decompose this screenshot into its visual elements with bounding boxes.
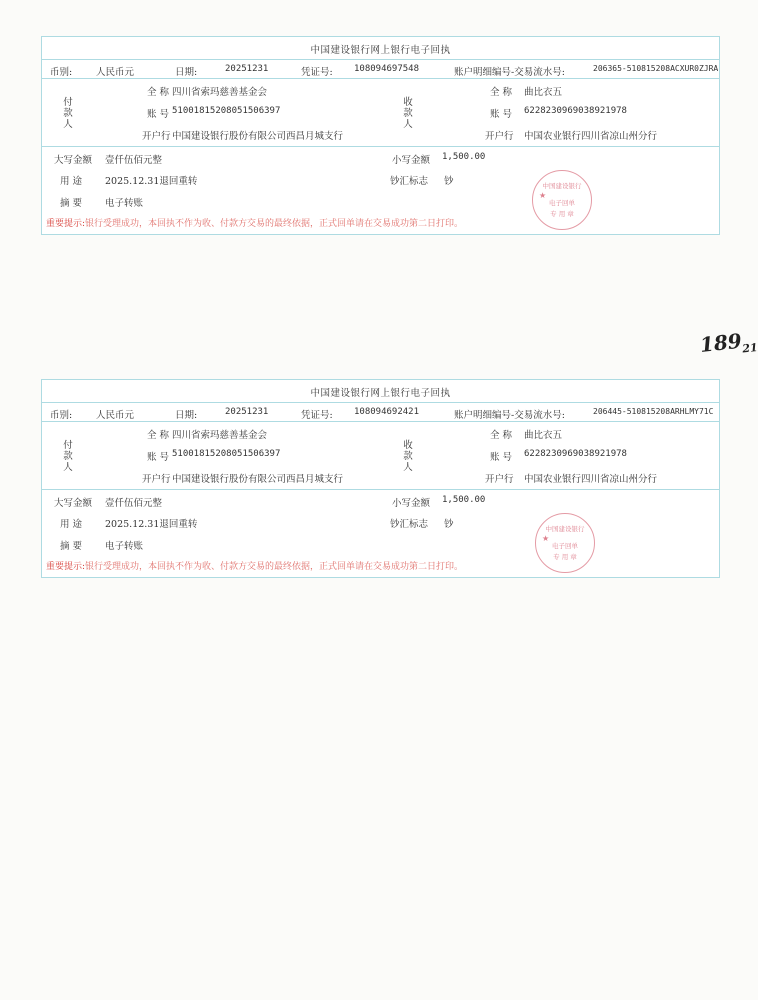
payee-account: 6228230969038921978 (524, 106, 627, 116)
currency-label: 币别: (50, 410, 73, 421)
star-icon: ★ (542, 534, 550, 543)
notice-text: 银行受理成功，本回执不作为收、付款方交易的最终依据，正式回单请在交易成功第二日打印。 (85, 219, 464, 229)
payer-name: 四川省索玛慈善基金会 (172, 430, 268, 441)
payee-vertical-label: 收 款 人 (403, 97, 413, 130)
notice-text: 银行受理成功，本回执不作为收、付款方交易的最终依据，正式回单请在交易成功第二日打印。 (85, 562, 464, 572)
payer-vertical-label: 付 款 人 (63, 440, 73, 473)
summary-value: 电子转账 (105, 541, 144, 552)
handwritten-note: $189_{21}$ (698, 328, 758, 357)
voucher-label: 凭证号: (301, 67, 333, 78)
bank-seal-stamp (532, 170, 592, 230)
amount-words: 壹仟伍佰元整 (105, 498, 163, 509)
stamp-top-text: 中国建设银行 (542, 182, 582, 190)
payer-bank-label: 开户行 (142, 131, 171, 142)
cash-value: 钞 (444, 176, 454, 187)
important-notice (46, 216, 463, 229)
purpose-label: 用 途 (60, 519, 83, 530)
payee-name-label: 全 称 (490, 87, 513, 98)
bank-seal-stamp (535, 513, 595, 573)
voucher-value: 108094697548 (354, 64, 420, 74)
purpose-value: 2025.12.31退回重转 (105, 176, 198, 187)
payee-name: 曲比衣五 (524, 87, 563, 98)
stamp-bottom-text: 专 用 章 (553, 553, 577, 561)
payee-bank-label: 开户行 (485, 474, 514, 485)
summary-value: 电子转账 (105, 198, 144, 209)
receipt-1 (41, 36, 720, 235)
serial-label: 账户明细编号-交易流水号: (454, 410, 565, 421)
receipt-title: 中国建设银行网上银行电子回执 (310, 388, 451, 399)
cash-value: 钞 (444, 519, 454, 530)
payer-name-label: 全 称 (147, 87, 170, 98)
payer-vertical-label: 付 款 人 (63, 97, 73, 130)
payee-name: 曲比衣五 (524, 430, 563, 441)
payer-account: 51001815208051506397 (172, 106, 281, 116)
amount-value: 1,500.00 (442, 152, 486, 162)
payer-account-label: 账 号 (147, 109, 170, 120)
payee-bank-label: 开户行 (485, 131, 514, 142)
cash-label: 钞汇标志 (390, 176, 429, 187)
payee-account-label: 账 号 (490, 109, 513, 120)
cash-label: 钞汇标志 (390, 519, 429, 530)
notice-label: 重要提示: (46, 219, 86, 229)
receipt-title: 中国建设银行网上银行电子回执 (310, 45, 451, 56)
voucher-value: 108094692421 (354, 407, 420, 417)
amount-label: 小写金额 (392, 155, 431, 166)
payer-name-label: 全 称 (147, 430, 170, 441)
currency-value: 人民币元 (96, 410, 135, 421)
stamp-top-text: 中国建设银行 (545, 525, 585, 533)
notice-label: 重要提示: (46, 562, 86, 572)
receipt-2 (41, 379, 720, 578)
payer-bank: 中国建设银行股份有限公司西昌月城支行 (172, 474, 344, 485)
currency-value: 人民币元 (96, 67, 135, 78)
payee-bank: 中国农业银行四川省凉山州分行 (524, 474, 658, 485)
stamp-mid-text: 电子回单 (552, 542, 578, 550)
serial-value: 206365-510815208ACXUR0ZJRA (593, 64, 719, 73)
payer-account-label: 账 号 (147, 452, 170, 463)
purpose-value: 2025.12.31退回重转 (105, 519, 198, 530)
summary-label: 摘 要 (60, 541, 83, 552)
payee-account-label: 账 号 (490, 452, 513, 463)
serial-label: 账户明细编号-交易流水号: (454, 67, 565, 78)
payer-bank-label: 开户行 (142, 474, 171, 485)
currency-label: 币别: (50, 67, 73, 78)
payer-account: 51001815208051506397 (172, 449, 281, 459)
serial-value: 206445-510815208ARHLMY71C (593, 407, 714, 416)
voucher-label: 凭证号: (301, 410, 333, 421)
amount-words: 壹仟伍佰元整 (105, 155, 163, 166)
payee-vertical-label: 收 款 人 (403, 440, 413, 473)
purpose-label: 用 途 (60, 176, 83, 187)
amount-words-label: 大写金额 (54, 155, 93, 166)
amount-value: 1,500.00 (442, 495, 486, 505)
payee-account: 6228230969038921978 (524, 449, 627, 459)
payer-name: 四川省索玛慈善基金会 (172, 87, 268, 98)
amount-words-label: 大写金额 (54, 498, 93, 509)
payee-bank: 中国农业银行四川省凉山州分行 (524, 131, 658, 142)
payer-bank: 中国建设银行股份有限公司西昌月城支行 (172, 131, 344, 142)
amount-label: 小写金额 (392, 498, 431, 509)
star-icon: ★ (539, 191, 547, 200)
stamp-mid-text: 电子回单 (549, 199, 575, 207)
date-label: 日期: (175, 410, 198, 421)
summary-label: 摘 要 (60, 198, 83, 209)
stamp-bottom-text: 专 用 章 (550, 210, 574, 218)
date-label: 日期: (175, 67, 198, 78)
date-value: 20251231 (225, 407, 269, 417)
important-notice (46, 559, 463, 572)
date-value: 20251231 (225, 64, 269, 74)
payee-name-label: 全 称 (490, 430, 513, 441)
